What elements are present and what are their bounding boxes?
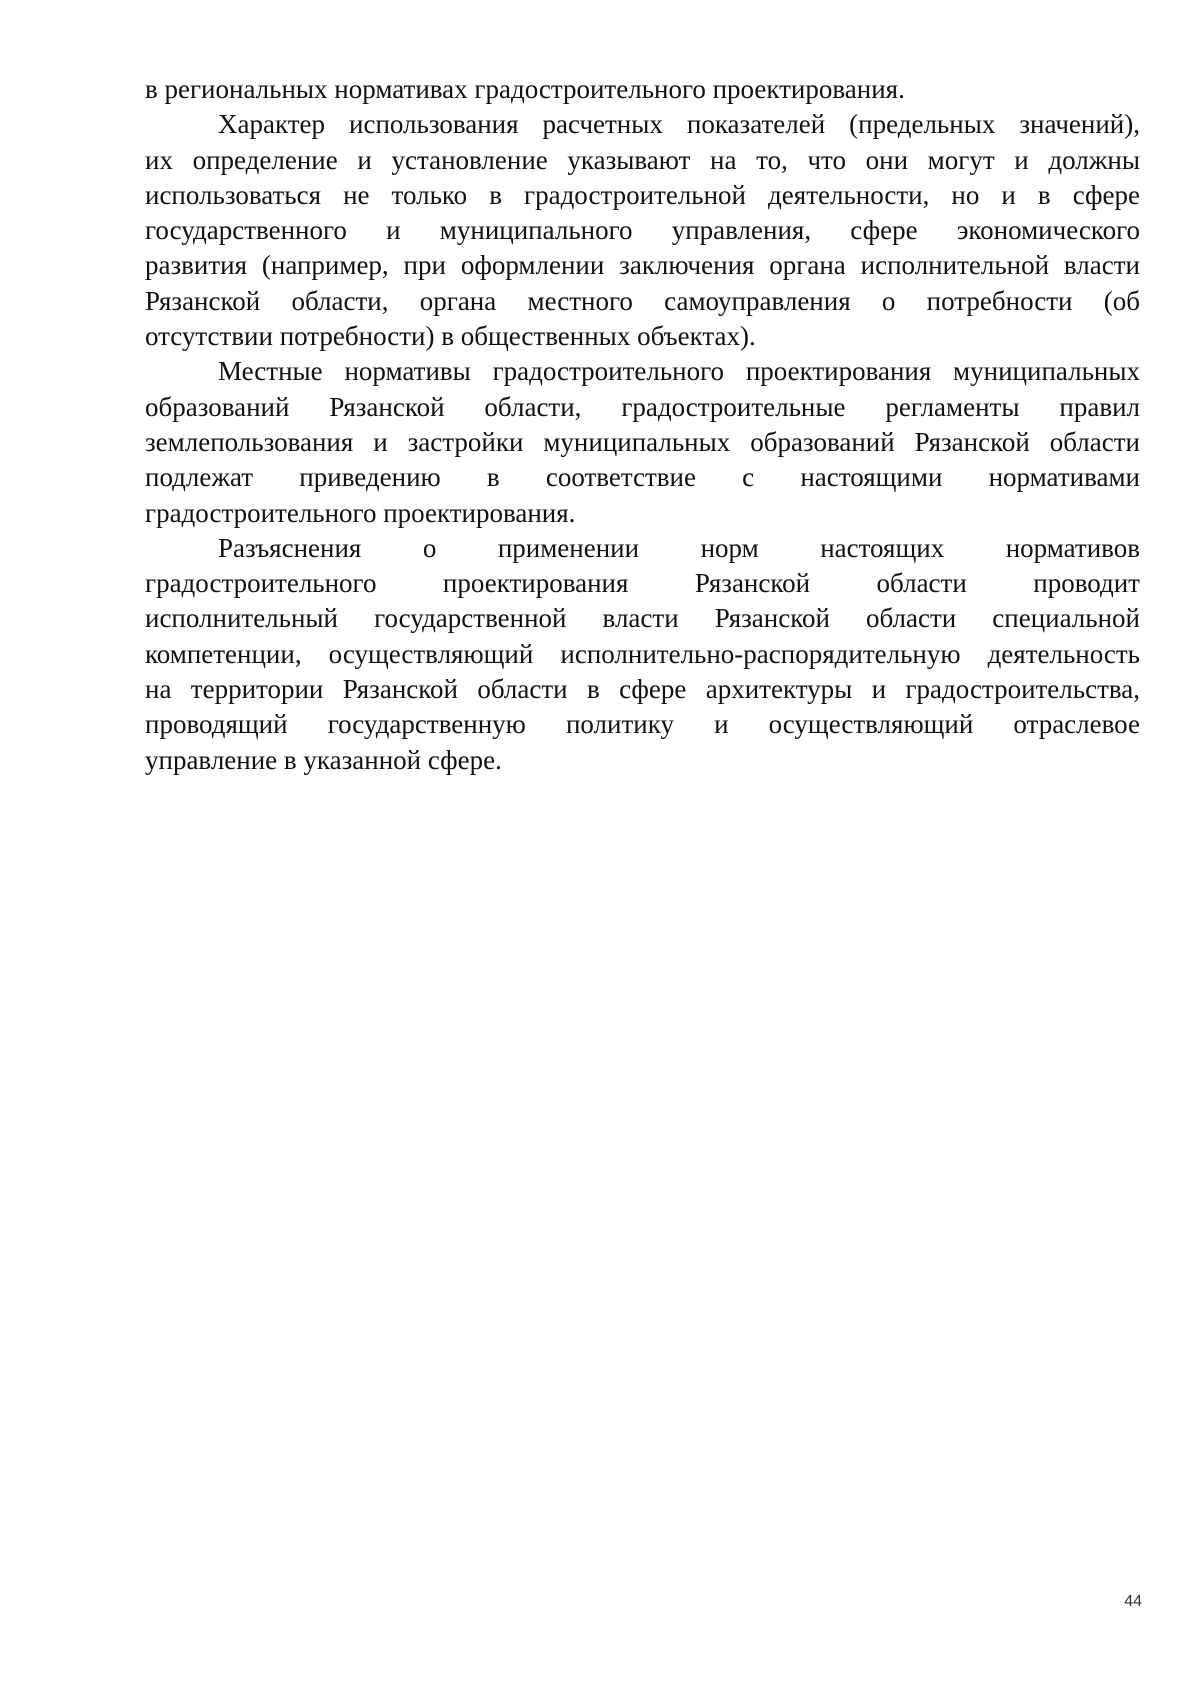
text-line: землепользования и застройки муниципальных образований Рязанской области (145, 426, 1140, 457)
text-line: градостроительного проектирования. (145, 497, 576, 528)
text-line: управление в указанной сфере. (145, 744, 502, 775)
text-line: проводящий государственную политику и осуществляющий отраслевое (145, 709, 1140, 740)
text-line: государственного и муниципального управления, сфере экономического (145, 215, 1140, 246)
text-line: Местные нормативы градостроительного проектирования муниципальных (218, 356, 1140, 387)
text-line: градостроительного проектирования Рязанской области проводит (145, 568, 1140, 599)
text-line: Характер использования расчетных показателей (предельных значений), (218, 109, 1140, 140)
text-line: Рязанской области, органа местного самоуправления о потребности (об (145, 285, 1140, 316)
paragraph-usage-character (145, 107, 1140, 354)
paragraph-continuation (145, 72, 1140, 107)
text-line: компетенции, осуществляющий исполнительно-распорядительную деятельность (145, 638, 1140, 669)
document-body (145, 72, 1140, 778)
text-line: их определение и установление указывают на то, что они могут и должны (145, 144, 1140, 175)
text-line: использоваться не только в градостроительной деятельности, но и в сфере (145, 179, 1140, 210)
text-line: подлежат приведению в соответствие с настоящими нормативами (145, 462, 1140, 493)
paragraph-clarifications (145, 531, 1140, 778)
page-number: 44 (1124, 1593, 1142, 1610)
text-line: исполнительный государственной власти Рязанской области специальной (145, 603, 1140, 634)
text-line: образований Рязанской области, градостроительные регламенты правил (145, 391, 1140, 422)
text-line: отсутствии потребности) в общественных объектах). (145, 321, 756, 352)
text-line: в региональных нормативах градостроительного проектирования. (145, 74, 905, 104)
text-line: на территории Рязанской области в сфере архитектуры и градостроительства, (145, 674, 1140, 705)
text-line: Разъяснения о применении норм настоящих нормативов (218, 532, 1140, 563)
paragraph-local-norms (145, 354, 1140, 530)
text-line: развития (например, при оформлении заключения органа исполнительной власти (145, 250, 1140, 281)
